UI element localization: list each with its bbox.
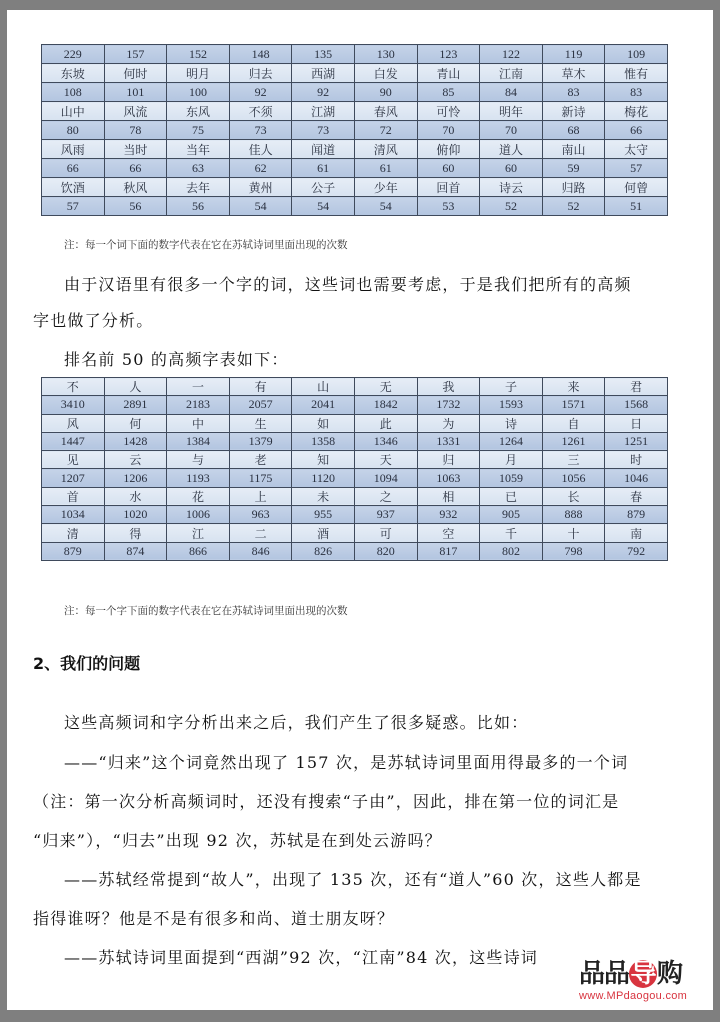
- term-cell: 回首: [417, 178, 480, 197]
- term-cell: 青山: [417, 64, 480, 83]
- term-cell: 此: [354, 414, 417, 432]
- term-row: [42, 64, 668, 83]
- count-cell: 1732: [417, 396, 480, 414]
- count-cell: 60: [480, 159, 543, 178]
- term-cell: 二: [229, 524, 292, 542]
- watermark-url: www.MPdaogou.com: [579, 990, 688, 1002]
- term-cell: 归路: [542, 178, 605, 197]
- count-cell: 1571: [542, 396, 605, 414]
- term-cell: 君: [605, 378, 668, 396]
- term-cell: 可怜: [417, 102, 480, 121]
- count-cell: 78: [104, 121, 167, 140]
- term-row: [42, 102, 668, 121]
- count-cell: 1428: [104, 432, 167, 450]
- count-cell: 54: [229, 197, 292, 216]
- term-cell: 草木: [542, 64, 605, 83]
- term-row: [42, 524, 668, 542]
- count-cell: 1046: [605, 469, 668, 487]
- term-cell: 诗云: [480, 178, 543, 197]
- section2-line-2: ——“归来”这个词竟然出现了 157 次，是苏轼诗词里面用得最多的一个词: [64, 753, 629, 772]
- count-cell: 85: [417, 83, 480, 102]
- term-row: [42, 378, 668, 396]
- count-cell: 1447: [42, 432, 105, 450]
- term-cell: 东坡: [42, 64, 105, 83]
- term-cell: 来: [542, 378, 605, 396]
- count-cell: 56: [104, 197, 167, 216]
- term-cell: 可: [354, 524, 417, 542]
- term-cell: 少年: [354, 178, 417, 197]
- count-cell: 1006: [167, 506, 230, 524]
- count-cell: 56: [167, 197, 230, 216]
- count-cell: 66: [104, 159, 167, 178]
- count-cell: 57: [42, 197, 105, 216]
- term-cell: 春: [605, 487, 668, 505]
- term-cell: 之: [354, 487, 417, 505]
- count-row: [42, 83, 668, 102]
- count-cell: 798: [542, 542, 605, 560]
- term-cell: 月: [480, 451, 543, 469]
- count-cell: 63: [167, 159, 230, 178]
- count-cell: 2183: [167, 396, 230, 414]
- term-row: [42, 140, 668, 159]
- term-cell: 知: [292, 451, 355, 469]
- count-cell: 52: [480, 197, 543, 216]
- term-cell: 南: [605, 524, 668, 542]
- term-cell: 人: [104, 378, 167, 396]
- term-cell: 长: [542, 487, 605, 505]
- count-cell: 157: [104, 45, 167, 64]
- term-cell: 归: [417, 451, 480, 469]
- term-cell: 子: [480, 378, 543, 396]
- watermark-logo-right: 购: [657, 959, 683, 989]
- term-cell: 诗: [480, 414, 543, 432]
- count-row: [42, 469, 668, 487]
- count-cell: 2057: [229, 396, 292, 414]
- count-cell: 90: [354, 83, 417, 102]
- term-cell: 空: [417, 524, 480, 542]
- term-cell: 梅花: [605, 102, 668, 121]
- count-cell: 92: [292, 83, 355, 102]
- watermark-logo-mid: 导: [630, 959, 656, 989]
- section2-line-1: 这些高频词和字分析出来之后，我们产生了很多疑惑。比如：: [64, 713, 529, 732]
- paragraph-top50-intro: 排名前 50 的高频字表如下：: [64, 350, 289, 369]
- count-cell: 109: [605, 45, 668, 64]
- term-cell: 一: [167, 378, 230, 396]
- count-cell: 83: [605, 83, 668, 102]
- count-cell: 866: [167, 542, 230, 560]
- count-cell: 57: [605, 159, 668, 178]
- term-cell: 明月: [167, 64, 230, 83]
- count-cell: 1384: [167, 432, 230, 450]
- section2-line-7: ——苏轼诗词里面提到“西湖”92 次，“江南”84 次，这些诗词: [64, 948, 539, 967]
- count-cell: 963: [229, 506, 292, 524]
- char-table-note: 注：每一个字下面的数字代表在它在苏轼诗词里面出现的次数: [64, 605, 348, 617]
- count-cell: 1358: [292, 432, 355, 450]
- term-cell: 黄州: [229, 178, 292, 197]
- term-cell: 三: [542, 451, 605, 469]
- term-cell: 十: [542, 524, 605, 542]
- term-cell: 风流: [104, 102, 167, 121]
- term-cell: 云: [104, 451, 167, 469]
- count-cell: 1251: [605, 432, 668, 450]
- count-cell: 1175: [229, 469, 292, 487]
- count-cell: 108: [42, 83, 105, 102]
- count-cell: 879: [42, 542, 105, 560]
- term-cell: 新诗: [542, 102, 605, 121]
- term-cell: 江南: [480, 64, 543, 83]
- term-cell: 俯仰: [417, 140, 480, 159]
- term-cell: 上: [229, 487, 292, 505]
- paragraph-single-char-line2: 字也做了分析。: [33, 311, 154, 330]
- term-cell: 江: [167, 524, 230, 542]
- term-cell: 太守: [605, 140, 668, 159]
- term-cell: 酒: [292, 524, 355, 542]
- term-cell: 风: [42, 414, 105, 432]
- term-cell: 何曾: [605, 178, 668, 197]
- count-cell: 1261: [542, 432, 605, 450]
- term-cell: 去年: [167, 178, 230, 197]
- term-cell: 天: [354, 451, 417, 469]
- term-cell: 西湖: [292, 64, 355, 83]
- count-cell: 2891: [104, 396, 167, 414]
- count-cell: 59: [542, 159, 605, 178]
- term-cell: 中: [167, 414, 230, 432]
- term-cell: 山中: [42, 102, 105, 121]
- count-cell: 72: [354, 121, 417, 140]
- term-cell: 已: [480, 487, 543, 505]
- count-cell: 937: [354, 506, 417, 524]
- term-cell: 南山: [542, 140, 605, 159]
- count-cell: 1020: [104, 506, 167, 524]
- count-row: [42, 396, 668, 414]
- term-cell: 为: [417, 414, 480, 432]
- count-cell: 826: [292, 542, 355, 560]
- count-cell: 101: [104, 83, 167, 102]
- count-cell: 1094: [354, 469, 417, 487]
- document-page: [7, 10, 713, 1010]
- word-table-note: 注：每一个词下面的数字代表在它在苏轼诗词里面出现的次数: [64, 239, 348, 251]
- count-cell: 66: [42, 159, 105, 178]
- term-cell: 与: [167, 451, 230, 469]
- count-cell: 119: [542, 45, 605, 64]
- term-cell: 有: [229, 378, 292, 396]
- count-cell: 148: [229, 45, 292, 64]
- count-cell: 84: [480, 83, 543, 102]
- term-cell: 清: [42, 524, 105, 542]
- count-row: [42, 506, 668, 524]
- count-row: [42, 197, 668, 216]
- term-cell: 见: [42, 451, 105, 469]
- count-cell: 1059: [480, 469, 543, 487]
- count-row: [42, 159, 668, 178]
- term-cell: 时: [605, 451, 668, 469]
- term-cell: 当时: [104, 140, 167, 159]
- term-cell: 如: [292, 414, 355, 432]
- term-cell: 首: [42, 487, 105, 505]
- term-row: [42, 487, 668, 505]
- count-cell: 70: [417, 121, 480, 140]
- count-cell: 1034: [42, 506, 105, 524]
- count-cell: 1568: [605, 396, 668, 414]
- count-row: [42, 121, 668, 140]
- watermark-logo: [579, 960, 715, 1010]
- count-cell: 68: [542, 121, 605, 140]
- high-frequency-word-table: [41, 44, 668, 216]
- count-cell: 123: [417, 45, 480, 64]
- count-cell: 1331: [417, 432, 480, 450]
- term-cell: 水: [104, 487, 167, 505]
- term-cell: 秋风: [104, 178, 167, 197]
- section2-line-4: “归来”），“归去”出现 92 次，苏轼是在到处云游吗？: [33, 831, 442, 850]
- count-row: [42, 432, 668, 450]
- term-cell: 当年: [167, 140, 230, 159]
- count-row: [42, 45, 668, 64]
- term-cell: 道人: [480, 140, 543, 159]
- section-heading-our-questions: 2、我们的问题: [33, 654, 141, 673]
- term-cell: 风雨: [42, 140, 105, 159]
- term-cell: 春风: [354, 102, 417, 121]
- count-cell: 1120: [292, 469, 355, 487]
- count-cell: 152: [167, 45, 230, 64]
- count-cell: 92: [229, 83, 292, 102]
- term-cell: 未: [292, 487, 355, 505]
- count-row: [42, 542, 668, 560]
- count-cell: 802: [480, 542, 543, 560]
- count-cell: 846: [229, 542, 292, 560]
- term-cell: 老: [229, 451, 292, 469]
- term-cell: 花: [167, 487, 230, 505]
- count-cell: 879: [605, 506, 668, 524]
- term-cell: 相: [417, 487, 480, 505]
- term-cell: 清风: [354, 140, 417, 159]
- count-cell: 51: [605, 197, 668, 216]
- count-cell: 1063: [417, 469, 480, 487]
- count-cell: 66: [605, 121, 668, 140]
- count-cell: 1056: [542, 469, 605, 487]
- count-cell: 54: [292, 197, 355, 216]
- high-frequency-character-table: [41, 377, 668, 561]
- term-cell: 得: [104, 524, 167, 542]
- count-cell: 1379: [229, 432, 292, 450]
- term-cell: 明年: [480, 102, 543, 121]
- term-cell: 无: [354, 378, 417, 396]
- count-cell: 1264: [480, 432, 543, 450]
- count-cell: 817: [417, 542, 480, 560]
- term-cell: 何: [104, 414, 167, 432]
- section2-line-5: ——苏轼经常提到“故人”，出现了 135 次，还有“道人”60 次，这些人都是: [64, 870, 642, 889]
- count-cell: 888: [542, 506, 605, 524]
- watermark-logo-left: 品品: [579, 959, 630, 989]
- count-cell: 75: [167, 121, 230, 140]
- count-cell: 130: [354, 45, 417, 64]
- term-cell: 饮酒: [42, 178, 105, 197]
- watermark-logo-text: [579, 960, 715, 988]
- count-cell: 1207: [42, 469, 105, 487]
- term-cell: 江湖: [292, 102, 355, 121]
- term-cell: 不须: [229, 102, 292, 121]
- count-cell: 874: [104, 542, 167, 560]
- count-cell: 83: [542, 83, 605, 102]
- term-cell: 何时: [104, 64, 167, 83]
- count-cell: 54: [354, 197, 417, 216]
- term-row: [42, 451, 668, 469]
- term-cell: 闻道: [292, 140, 355, 159]
- count-cell: 1346: [354, 432, 417, 450]
- count-cell: 2041: [292, 396, 355, 414]
- count-cell: 122: [480, 45, 543, 64]
- term-row: [42, 414, 668, 432]
- count-cell: 100: [167, 83, 230, 102]
- term-cell: 白发: [354, 64, 417, 83]
- term-cell: 不: [42, 378, 105, 396]
- term-cell: 生: [229, 414, 292, 432]
- term-row: [42, 178, 668, 197]
- count-cell: 53: [417, 197, 480, 216]
- count-cell: 820: [354, 542, 417, 560]
- count-cell: 60: [417, 159, 480, 178]
- count-cell: 61: [354, 159, 417, 178]
- term-cell: 惟有: [605, 64, 668, 83]
- count-cell: 229: [42, 45, 105, 64]
- count-cell: 792: [605, 542, 668, 560]
- count-cell: 61: [292, 159, 355, 178]
- term-cell: 日: [605, 414, 668, 432]
- term-cell: 东风: [167, 102, 230, 121]
- term-cell: 我: [417, 378, 480, 396]
- count-cell: 1206: [104, 469, 167, 487]
- count-cell: 932: [417, 506, 480, 524]
- count-cell: 3410: [42, 396, 105, 414]
- count-cell: 80: [42, 121, 105, 140]
- count-cell: 1842: [354, 396, 417, 414]
- term-cell: 千: [480, 524, 543, 542]
- count-cell: 73: [229, 121, 292, 140]
- section2-line-6: 指得谁呀？他是不是有很多和尚、道士朋友呀？: [33, 909, 395, 928]
- section2-line-3: （注：第一次分析高频词时，还没有搜索“子由”，因此，排在第一位的词汇是: [33, 792, 620, 811]
- count-cell: 73: [292, 121, 355, 140]
- count-cell: 135: [292, 45, 355, 64]
- term-cell: 山: [292, 378, 355, 396]
- term-cell: 公子: [292, 178, 355, 197]
- term-cell: 自: [542, 414, 605, 432]
- term-cell: 佳人: [229, 140, 292, 159]
- paragraph-single-char-line1: 由于汉语里有很多一个字的词，这些词也需要考虑，于是我们把所有的高频: [64, 275, 632, 294]
- count-cell: 52: [542, 197, 605, 216]
- count-cell: 955: [292, 506, 355, 524]
- count-cell: 905: [480, 506, 543, 524]
- count-cell: 70: [480, 121, 543, 140]
- term-cell: 归去: [229, 64, 292, 83]
- count-cell: 1193: [167, 469, 230, 487]
- count-cell: 1593: [480, 396, 543, 414]
- count-cell: 62: [229, 159, 292, 178]
